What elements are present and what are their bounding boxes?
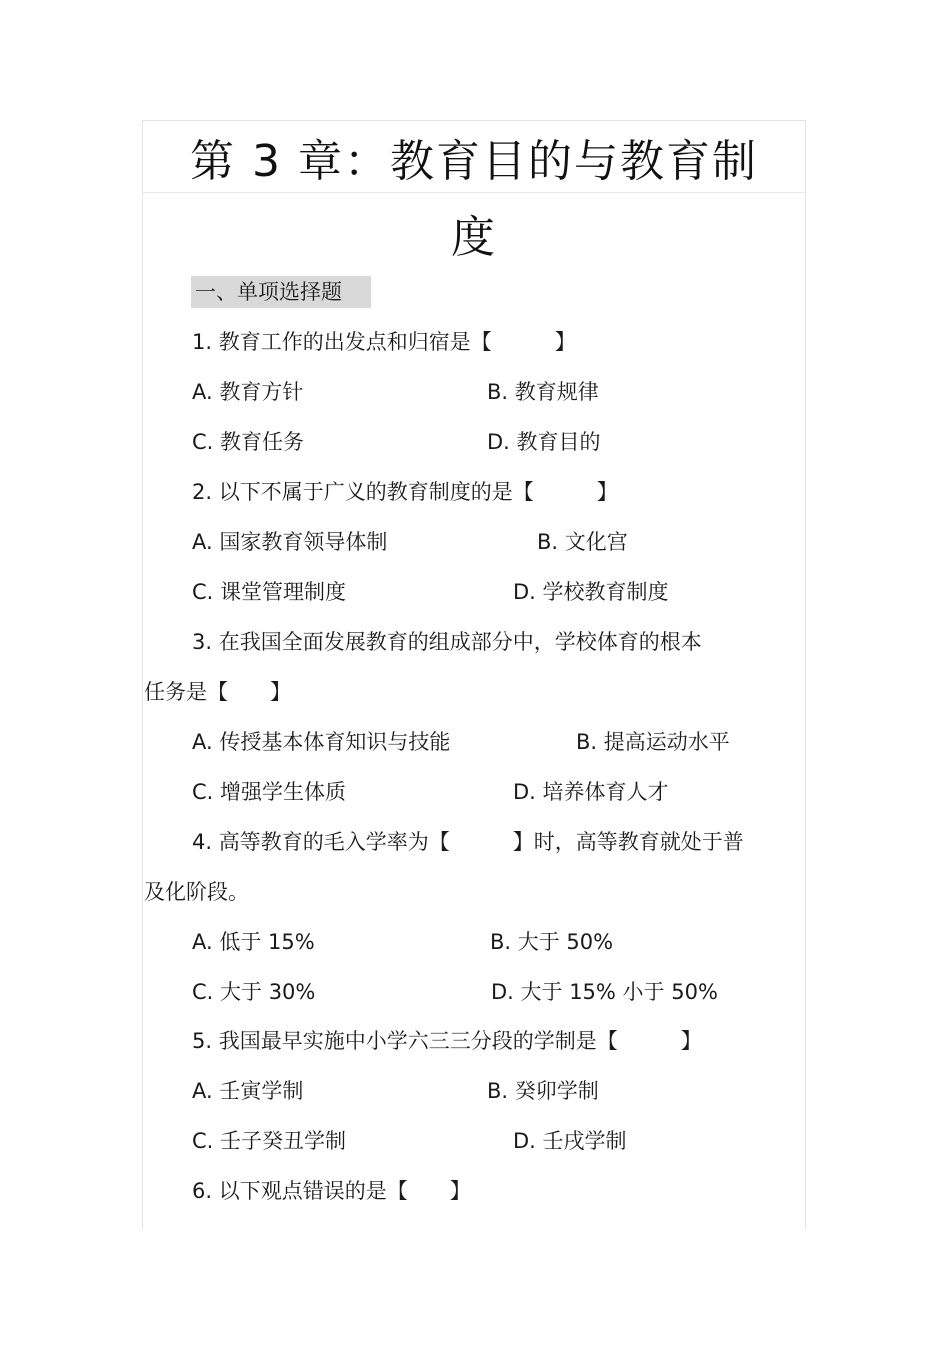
- question-stem: 4. 高等教育的毛入学率为【 】时，高等教育就处于普: [192, 830, 744, 854]
- option-a: A. 教育方针: [192, 380, 304, 404]
- option-b: B. 文化宫: [537, 530, 628, 554]
- option-b: B. 教育规律: [487, 380, 599, 404]
- option-d: D. 学校教育制度: [513, 580, 669, 604]
- question-stem: 5. 我国最早实施中小学六三三分段的学制是【 】: [192, 1029, 702, 1053]
- option-c: C. 增强学生体质: [192, 780, 347, 804]
- option-d: D. 培养体育人才: [513, 780, 669, 804]
- question-stem: 6. 以下观点错误的是【 】: [192, 1179, 471, 1203]
- question-stem-continued: 任务是【 】: [144, 680, 291, 704]
- option-b: B. 癸卯学制: [487, 1079, 599, 1103]
- question-stem: 3. 在我国全面发展教育的组成部分中，学校体育的根本: [192, 630, 702, 654]
- option-d: D. 大于 15% 小于 50%: [491, 980, 718, 1004]
- option-a: A. 传授基本体育知识与技能: [192, 730, 451, 754]
- chapter-title-continued: 度: [451, 212, 497, 263]
- chapter-title: 第 3 章：教育目的与教育制: [190, 136, 758, 187]
- title-divider: [142, 192, 806, 193]
- option-c: C. 大于 30%: [192, 980, 316, 1004]
- question-stem: 2. 以下不属于广义的教育制度的是【 】: [192, 480, 618, 504]
- option-c: C. 课堂管理制度: [192, 580, 347, 604]
- option-d: D. 教育目的: [487, 430, 601, 454]
- section-heading: 一、单项选择题: [191, 276, 371, 308]
- question-stem-continued: 及化阶段。: [144, 880, 249, 904]
- option-a: A. 国家教育领导体制: [192, 530, 388, 554]
- option-a: A. 壬寅学制: [192, 1079, 304, 1103]
- option-b: B. 大于 50%: [490, 930, 614, 954]
- question-stem: 1. 教育工作的出发点和归宿是【 】: [192, 330, 576, 354]
- option-a: A. 低于 15%: [192, 930, 315, 954]
- option-c: C. 教育任务: [192, 430, 305, 454]
- option-c: C. 壬子癸丑学制: [192, 1129, 347, 1153]
- option-b: B. 提高运动水平: [576, 730, 730, 754]
- option-d: D. 壬戌学制: [513, 1129, 627, 1153]
